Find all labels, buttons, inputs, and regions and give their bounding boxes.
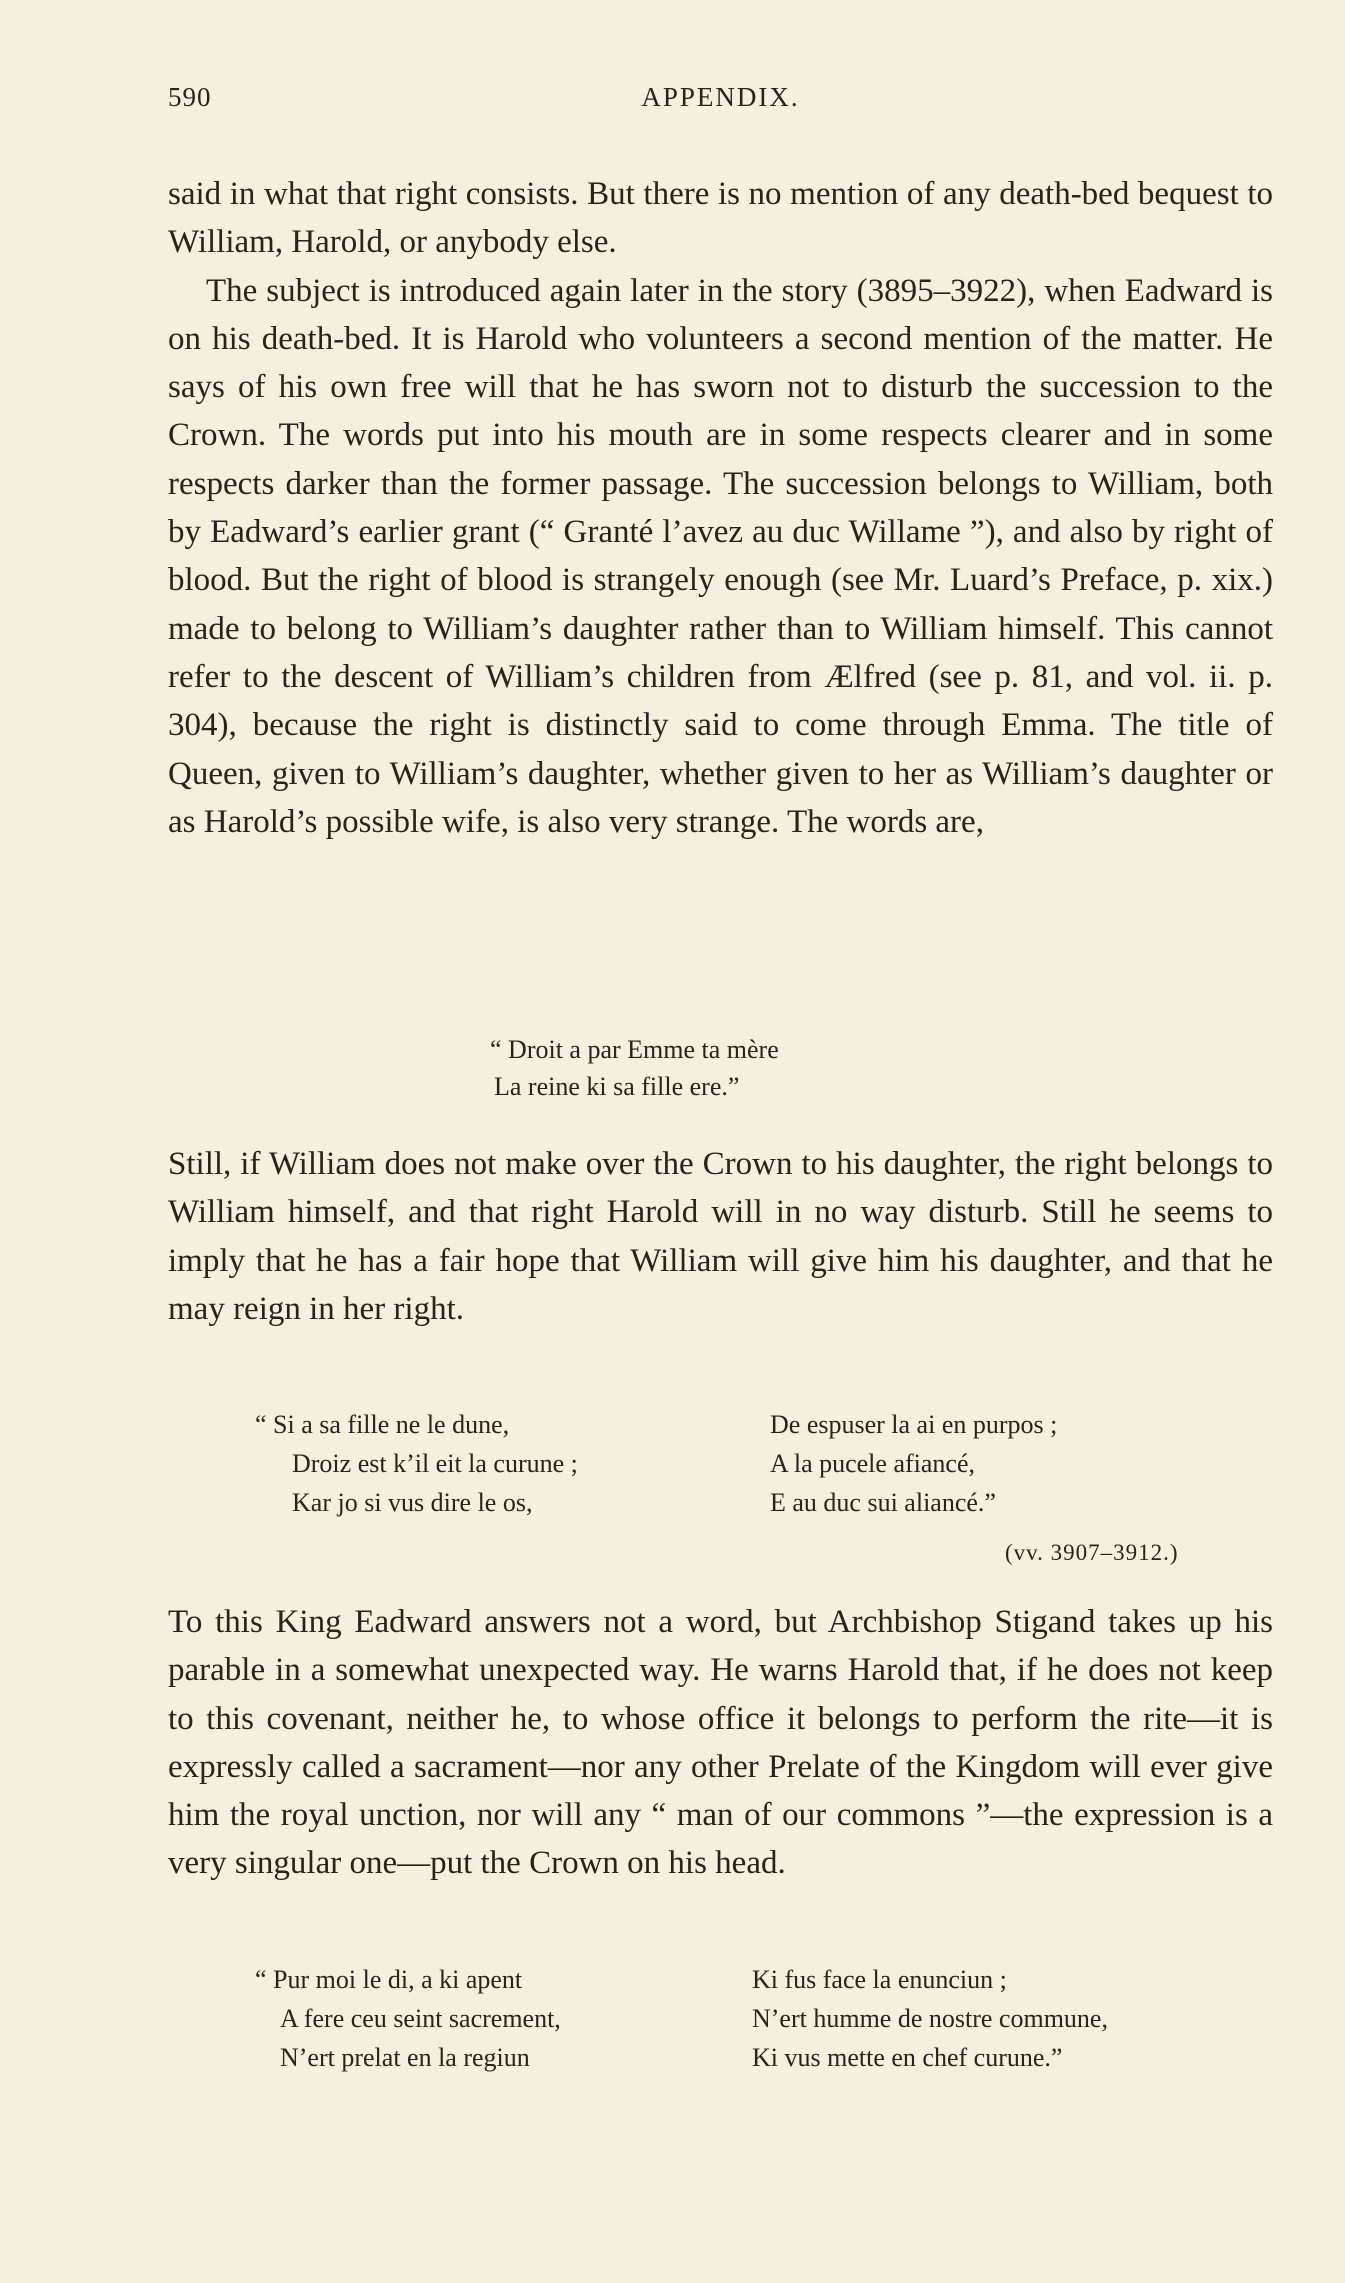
verse-line: De espuser la ai en purpos ; (770, 1410, 1058, 1439)
body-block-3 (168, 1598, 1273, 1888)
body-block-1 (168, 170, 1273, 846)
page-header (168, 82, 1273, 126)
verse-line: N’ert prelat en la regiun (280, 2043, 530, 2072)
verse-line: E au duc sui aliancé.” (770, 1488, 996, 1517)
verse-line: Ki vus mette en chef curune.” (752, 2043, 1063, 2072)
page-number: 590 (168, 82, 212, 112)
paragraph-2: The subject is introduced again later in the story (3895–3922), when Eadward is on his death-bed. It is Harold who volunteers a second mention of the matter. He says of his own free will that he has sworn not to disturb the succession to the Crown. The words put into his mouth are in some respects clearer and in some respects darker than the former passage. The succession belongs to William, both by Eadward’s earlier grant (“ Granté l’avez au duc Willame ”), and also by right of blood. But the right of blood is strangely enough (see Mr. Luard’s Preface, p. xix.) made to belong to William’s daughter rather than to William himself. This cannot refer to the descent of William’s children from Ælfred (see p. 81, and vol. ii. p. 304), because the right is distinctly said to come through Emma. The title of Queen, given to William’s daughter, whether given to her as William’s daughter or as Harold’s possible wife, is also very strange. The words are, (168, 272, 1273, 840)
verse-line: A fere ceu seint sacrement, (280, 2004, 561, 2033)
verse-line: N’ert humme de nostre commune, (752, 2004, 1108, 2033)
paragraph-1: said in what that right consists. But there is no mention of any death-bed bequest to William, Harold, or anybody else. (168, 176, 1273, 261)
verse-line: “ Pur moi le di, a ki apent (255, 1965, 523, 1994)
verse-reference: (vv. 3907–3912.) (1005, 1540, 1179, 1565)
verse-line: Droiz est k’il eit la curune ; (292, 1449, 578, 1478)
body-block-2 (168, 1140, 1273, 1333)
running-head: APPENDIX. (641, 82, 800, 112)
verse-line: Ki fus face la enunciun ; (752, 1965, 1007, 1994)
verse-line: A la pucele afiancé, (770, 1449, 975, 1478)
paragraph-3: Still, if William does not make over the Crown to his daughter, the right belongs to William himself, and that right Harold will in no way disturb. Still he seems to imply that he has a fair hope that William will give him his daughter, and that he may reign in her right. (168, 1146, 1273, 1327)
verse-quote-3-right (752, 1960, 1108, 2077)
verse-quote-2-left (255, 1405, 578, 1522)
paragraph-4: To this King Eadward answers not a word, but Archbishop Stigand takes up his parable in a somewhat unexpected way. He warns Harold that, if he does not keep to this covenant, neither he, to whose office it belongs to perform the rite—it is expressly called a sacrament—nor any other Prelate of the Kingdom will ever give him the royal unction, nor will any “ man of our commons ”—the expression is a very singular one—put the Crown on his head. (168, 1604, 1273, 1882)
verse-quote-1 (490, 1031, 990, 1105)
verse-line: La reine ki sa fille ere.” (494, 1072, 740, 1101)
verse-line: “ Droit a par Emme ta mère (490, 1035, 779, 1064)
verse-quote-3-left (255, 1960, 561, 2077)
verse-line: Kar jo si vus dire le os, (292, 1488, 533, 1517)
verse-quote-2-right (770, 1405, 1057, 1522)
verse-line: “ Si a sa fille ne le dune, (255, 1410, 510, 1439)
